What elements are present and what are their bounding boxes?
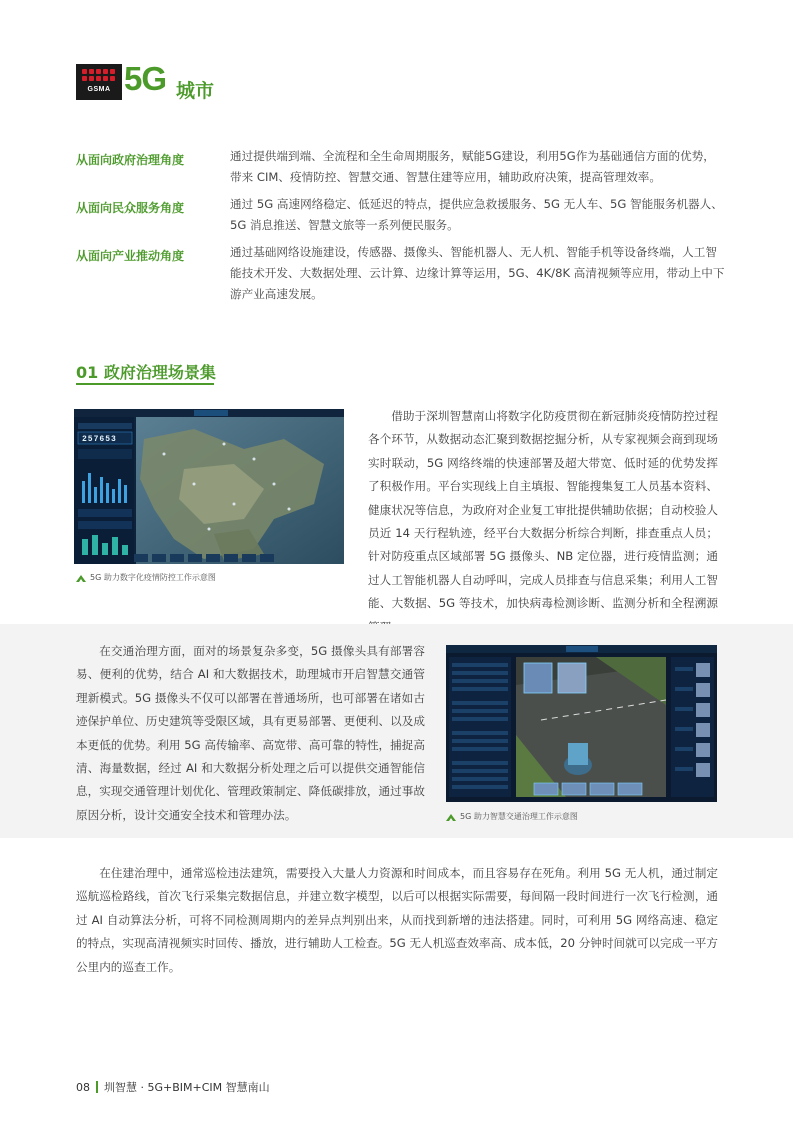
epidemic-paragraph: 借助于深圳智慧南山将数字化防疫贯彻在新冠肺炎疫情防控过程各个环节，从数据动态汇聚到数据挖掘分析，从专家视频会商到现场实时联动，5G 网络终端的快速部署及超大带宽、低时延的优势发挥了积极作用。平台实现线上自主填报、智能搜集复工人员基本资料、健康状况等信息，为政府对企业复工审批提供辅助依据；自动校验人员近 14 天行程轨迹，经平台大数据分析综合判断，排查重点人员；针对防疫重点区域部署 5G 摄像头、NB 定位器，进行疫情监测；通过人工智能机器人自动呼叫，完成人员排查与信息采集；利用人工智能、大数据、5G 等技术，加快病毒检测诊断、监测分析和全程溯源 (368, 409, 718, 611)
title-5g: 5G (124, 60, 167, 97)
traffic-paragraph: 在交通治理方面，面对的场景复杂多变，5G 摄像头具有部署容易、便利的优势，结合 AI 和大数据技术，助理城市开启智慧交通管理新模式。5G 摄像头不仅可以部署在普通场所，也可部署在诸如古迹保护单位、历史建筑等受限区域，具有更易部署、更便利、以及成本更低的优势。利用 5G 高传输率、高宽带、高可靠的特性，捕捉高清、海量数据，经过 AI 和大数据分析处理之后可以提供交通智能信息，实现交通管理计划优化、管理政策制定、降低碳排放，通过事故原因分析，设计交通安全技术和管理办法。 (76, 644, 425, 822)
section-underline (76, 383, 214, 385)
perspective-text-industry: 通过基础网络设施建设，传感器、摄像头、智能机器人、无人机、智能手机等设备终端，人工智能技术开发、大数据处理、云计算、边缘计算等运用，5G、4K/8K 高清视频等应用，带动上中下游产业高速发展。 (230, 245, 725, 301)
caption-arrow-icon (76, 574, 86, 582)
traffic-dashboard-graphic (446, 645, 717, 802)
perspective-label-government: 从面向政府治理角度 (76, 153, 185, 167)
epidemic-dashboard-graphic (74, 409, 344, 564)
traffic-caption-text: 5G 助力智慧交通治理工作示意图 (460, 812, 578, 821)
traffic-caption (446, 811, 578, 822)
epidemic-caption (76, 572, 216, 583)
gsma-logo (76, 64, 122, 100)
title-city: 城市 (176, 80, 215, 102)
perspective-label-industry: 从面向产业推动角度 (76, 249, 185, 263)
footer-divider (96, 1081, 98, 1093)
epidemic-caption-text: 5G 助力数字化疫情防控工作示意图 (90, 573, 216, 582)
gsma-logo-text: GSMA (87, 86, 111, 93)
perspective-text-public: 通过 5G 高速网络稳定、低延迟的特点，提供应急救援服务、5G 无人车、5G 智能服务机器人、5G 消息推送、智慧文旅等一系列便民服务。 (230, 197, 723, 232)
page-number: 08 (76, 1080, 90, 1094)
perspective-label-public: 从面向民众服务角度 (76, 201, 185, 215)
epidemic-dashboard-image (74, 409, 344, 564)
epidemic-counter: 257653 (82, 435, 117, 444)
section-heading: 01 政府治理场景集 (76, 363, 216, 382)
page-footer (76, 1079, 270, 1095)
traffic-dashboard-image (446, 645, 717, 802)
footer-text: 圳智慧 · 5G+BIM+CIM 智慧南山 (104, 1081, 270, 1094)
caption-arrow-icon (446, 813, 456, 821)
gsma-dots-icon (82, 69, 115, 81)
perspective-text-government: 通过提供端到端、全流程和全生命周期服务，赋能5G建设，利用5G作为基础通信方面的优势，带来 CIM、疫情防控、智慧交通、智慧住建等应用，辅助政府决策，提高管理效率。 (230, 149, 715, 184)
housing-paragraph: 在住建治理中，通常巡检违法建筑，需要投入大量人力资源和时间成本，而且容易存在死角。利用 5G 无人机，通过制定巡航巡检路线，首次飞行采集完数据信息，并建立数字模型，以后可以根据实际需要，每间隔一段时间进行一次飞行检测，通过 AI 自动算法分析，可将不同检测周期内的差异点判别出来，从而找到新增的违法搭建。同时，可利用 5G 网络高速、稳定的特点，实现高清视频实时回传、播放，进行辅助人工检查。5G 无人机巡查效率高、成本低，20 分钟时间就可以完成一平方公里内的巡查工作。 (76, 866, 718, 974)
